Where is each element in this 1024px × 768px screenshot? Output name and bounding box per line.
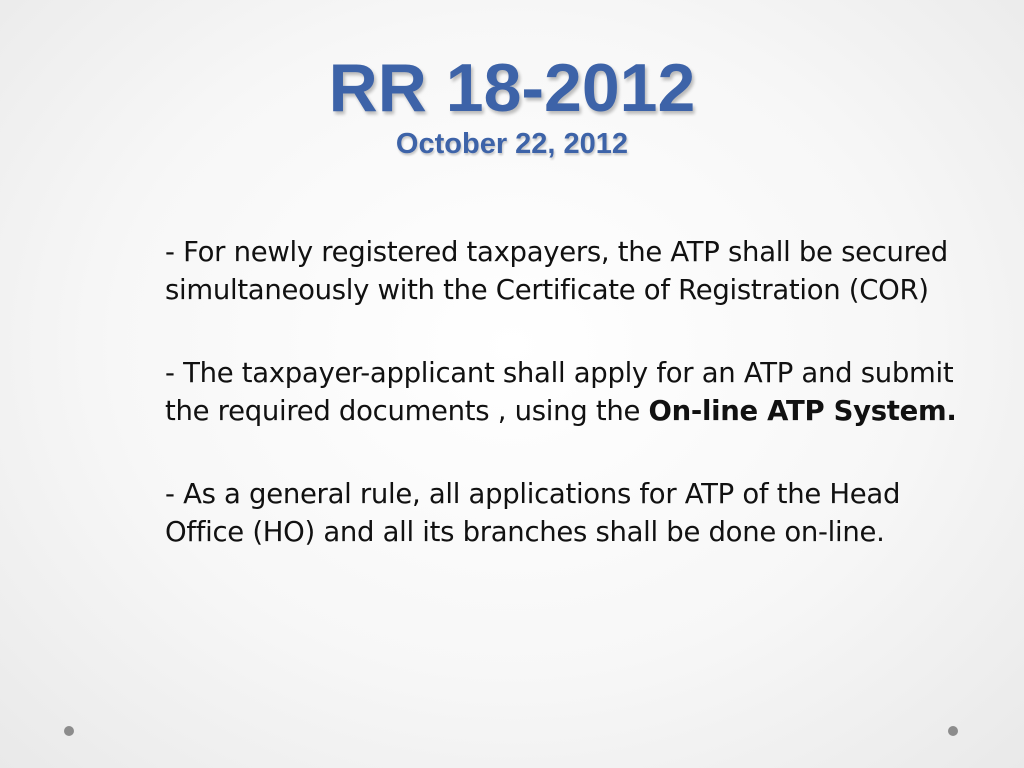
bullet-2-text: - The taxpayer-applicant shall apply for an ATP and submit the required documents , using the — [165, 357, 954, 427]
bullet-1-text: - For newly registered taxpayers, the ATP shall be secured simultaneously with the Certificate of Registration (COR) — [165, 236, 948, 306]
slide-title: RR 18-2012 — [328, 50, 696, 126]
bullet-1 — [165, 233, 975, 309]
slide-subtitle: October 22, 2012 — [395, 128, 629, 160]
slide-body — [165, 233, 975, 596]
bullet-3-text: - As a general rule, all applications for ATP of the Head Office (HO) and all its branches shall be done on-line. — [165, 478, 901, 548]
bullet-2 — [165, 354, 975, 430]
corner-dot-right — [948, 726, 958, 736]
bullet-3 — [165, 475, 975, 551]
bullet-2-bold-text: On-line ATP System. — [648, 395, 957, 427]
corner-dot-left — [64, 726, 74, 736]
title-block — [0, 50, 1024, 162]
